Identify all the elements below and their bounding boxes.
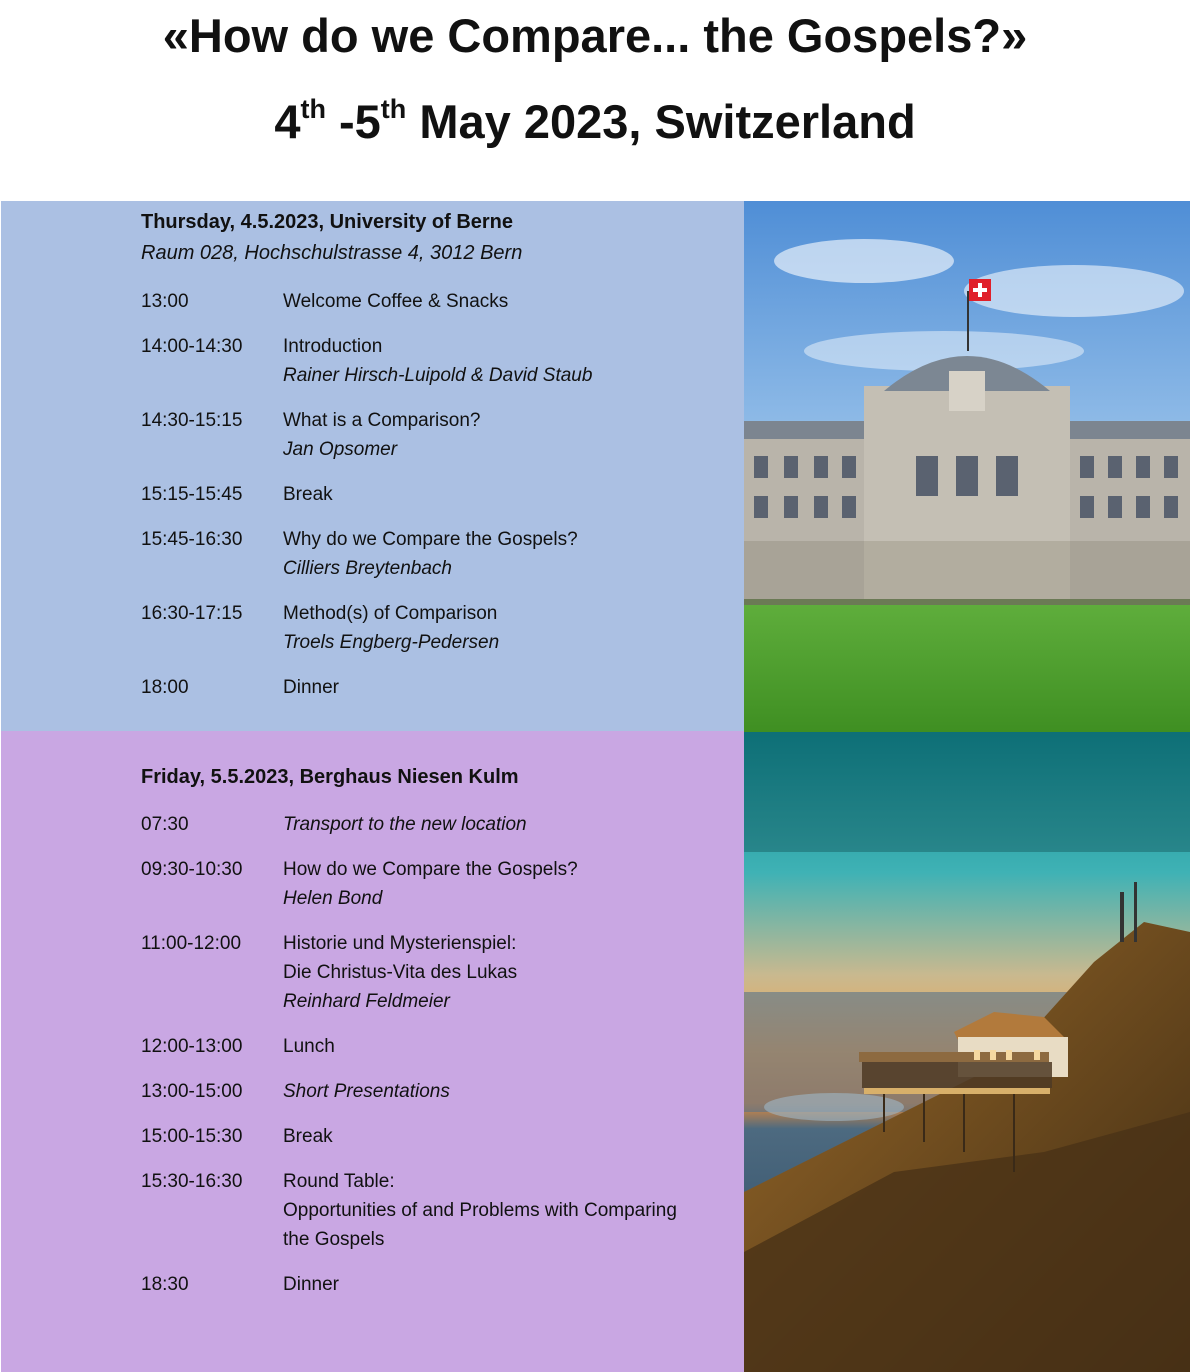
event-title: «How do we Compare... the Gospels?» bbox=[162, 9, 1028, 62]
schedule-time: 18:30 bbox=[141, 1274, 189, 1295]
schedule-time: 18:00 bbox=[141, 677, 189, 698]
schedule-time: 15:30-16:30 bbox=[141, 1171, 243, 1192]
schedule-desc: Short Presentations bbox=[283, 1081, 450, 1102]
thursday-title: Thursday, 4.5.2023, University of Berne bbox=[141, 211, 514, 233]
schedule-time: 14:30-15:15 bbox=[141, 410, 243, 431]
schedule-time: 12:00-13:00 bbox=[141, 1036, 243, 1057]
schedule-time: 13:00 bbox=[141, 291, 189, 312]
schedule-desc: Historie und Mysterienspiel: Die Christus-Vita des Lukas Reinhard Feldmeier bbox=[283, 929, 723, 1016]
event-date-location: 4th -5th May 2023, Switzerland bbox=[274, 94, 916, 148]
schedule-desc: Introduction Rainer Hirsch-Luipold & David Staub bbox=[283, 332, 723, 390]
schedule-desc: Round Table: Opportunities of and Problems with Comparing the Gospels bbox=[283, 1171, 677, 1250]
schedule-desc: Dinner bbox=[283, 1274, 339, 1295]
schedule-time: 09:30-10:30 bbox=[141, 859, 243, 880]
schedule-desc: Break bbox=[283, 484, 333, 505]
schedule-desc: How do we Compare the Gospels? Helen Bond bbox=[283, 855, 723, 913]
speaker-name: Helen Bond bbox=[283, 888, 383, 909]
friday-title: Friday, 5.5.2023, Berghaus Niesen Kulm bbox=[141, 766, 519, 788]
thursday-location: Raum 028, Hochschulstrasse 4, 3012 Bern bbox=[141, 242, 523, 264]
schedule-desc: Welcome Coffee & Snacks bbox=[283, 291, 509, 312]
schedule-desc: Dinner bbox=[283, 677, 339, 698]
schedule-time: 15:00-15:30 bbox=[141, 1126, 243, 1147]
schedule-time: 13:00-15:00 bbox=[141, 1081, 243, 1102]
schedule-time: 07:30 bbox=[141, 814, 189, 835]
speaker-name: Cilliers Breytenbach bbox=[283, 558, 452, 579]
schedule-desc: What is a Comparison? Jan Opsomer bbox=[283, 406, 723, 464]
speaker-name: Jan Opsomer bbox=[283, 439, 398, 460]
schedule-desc: Break bbox=[283, 1126, 333, 1147]
niesen-kulm-photo bbox=[744, 732, 1190, 1372]
schedule-time: 14:00-14:30 bbox=[141, 336, 243, 357]
university-building-photo bbox=[744, 201, 1190, 732]
schedule-time: 16:30-17:15 bbox=[141, 603, 243, 624]
schedule-desc: Method(s) of Comparison Troels Engberg-Pedersen bbox=[283, 599, 723, 657]
schedule-desc: Why do we Compare the Gospels? Cilliers Breytenbach bbox=[283, 525, 723, 583]
speaker-name: Rainer Hirsch-Luipold & David Staub bbox=[283, 365, 593, 386]
schedule-time: 15:45-16:30 bbox=[141, 529, 243, 550]
page-header bbox=[0, 0, 1190, 200]
schedule-time: 11:00-12:00 bbox=[141, 933, 242, 954]
speaker-name: Reinhard Feldmeier bbox=[283, 991, 450, 1012]
schedule-time: 15:15-15:45 bbox=[141, 484, 243, 505]
schedule-desc: Lunch bbox=[283, 1036, 335, 1057]
speaker-name: Troels Engberg-Pedersen bbox=[283, 632, 500, 653]
schedule-desc: Transport to the new location bbox=[283, 814, 527, 835]
